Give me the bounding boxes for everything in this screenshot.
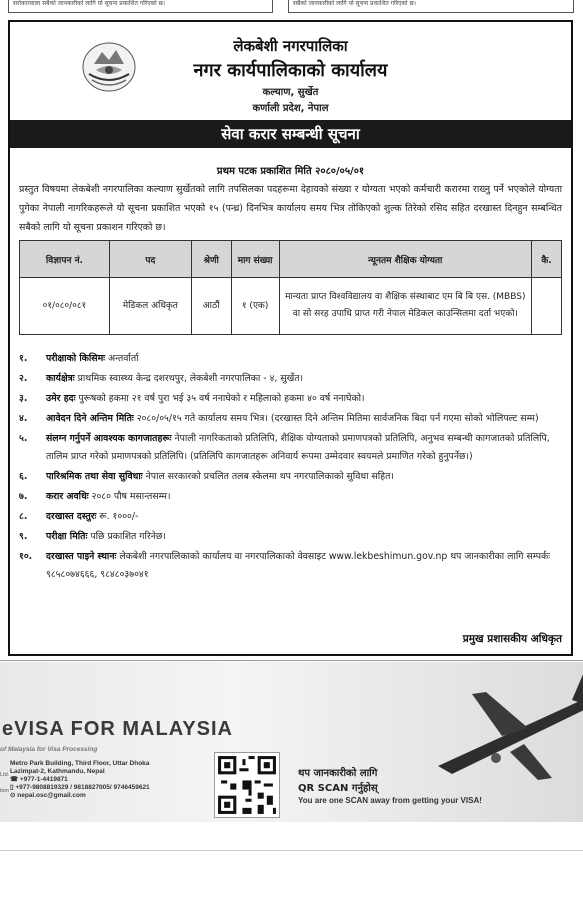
list-item: ५. संलग्न गर्नुपर्ने आवश्यक कागजातहरूः नेपाली नागरिकताको प्रतिलिपि, शैक्षिक योग्यताको प्रमाणपत्रको प्रतिलिपि, अनुभव सम्बन्धी कागजातको प्रतिलिपि, तालिम प्राप्त गरेको प्रमाणपत्रको प्रतिलिपि। (प्रतिलिपि कागजातहरू अनिवार्य रूपमा उम्मेदवार स्वयमले प्रमाणित गरेको हुनुपर्नेछ।) <box>19 433 550 462</box>
ad-title: eVISA FOR MALAYSIA <box>2 718 233 740</box>
ad-phone: ☎ +977-1-4419871 <box>10 776 68 783</box>
list-item: ४. आवेदन दिने अन्तिम मितिः २०८०/०५/१५ गते कार्यालय समय भित्र। (दरखास्त दिने अन्तिम मितिमा सार्वजनिक बिदा पर्न गएमा सोको भोलिपल्ट सम्म) <box>19 413 539 424</box>
list-item: ३. उमेर हदः पुरूषको हकमा २१ वर्ष पुरा भई ३५ वर्ष ननाघेको र महिलाको हकमा ४० वर्ष ननाघेको। <box>19 393 365 404</box>
ad-left-fragment: Ltd. <box>0 772 10 778</box>
cell-remarks <box>531 278 561 335</box>
ad-cta-line2: QR SCAN गर्नुहोस् <box>298 783 378 794</box>
notice-panel <box>8 20 573 656</box>
ad-mobile: ▯ +977-9808819329 / 9818827005/ 9746459621 <box>10 784 150 791</box>
publication-date: प्रथम पटक प्रकाशित मिति २०८०/०५/०१ <box>216 166 365 177</box>
page-bottom-rule <box>0 850 583 851</box>
cell-qualification: मान्यता प्राप्त विश्वविद्यालय वा शैक्षिक संस्थाबाट एम बि बि एस. (MBBS) वा सो सरह उपाधि प्राप्त गरी नेपाल मेडिकल काउन्सिलमा दर्ता भएको। <box>279 278 531 335</box>
ad-contact-block <box>10 760 150 800</box>
col-post: पद <box>109 241 191 278</box>
ad-address-line: Metro Park Building, Third Floor, Uttar Dhoka <box>10 760 150 767</box>
vacancy-table <box>19 240 562 335</box>
cell-level: आठौं <box>191 278 231 335</box>
previous-notice-strip <box>0 0 583 14</box>
qr-code-icon[interactable] <box>214 752 280 818</box>
list-item: ७. करार अवधिः २०८० पौष मसान्तसम्म। <box>19 491 171 502</box>
cell-ad-number: ०१/०८०/०८१ <box>20 278 110 335</box>
section-divider <box>0 660 583 661</box>
conditions-list <box>19 350 564 586</box>
ad-email: ⊙ nepal.osc@gmail.com <box>10 792 86 799</box>
ad-tagline: You are one SCAN away from getting your VISA! <box>298 796 482 805</box>
advertisement-banner[interactable] <box>0 662 583 822</box>
municipality-name: लेकबेशी नगरपालिका <box>233 37 348 55</box>
col-qualification: न्यूनतम शैक्षिक योग्यता <box>279 241 531 278</box>
list-item: २. कार्यक्षेत्रः प्राथमिक स्वास्थ्य केन्द्र दशरथपुर, लेकबेशी नगरपालिका - ४, सुर्खेत। <box>19 373 304 384</box>
ad-subtitle: of Malaysia for Visa Processing <box>0 746 98 753</box>
col-level: श्रेणी <box>191 241 231 278</box>
previous-notice-left: सरोकारवाला सबैको जानकारीको लागि यो सूचना प्रकाशित गरिएको छ। <box>8 0 273 13</box>
previous-notice-right: सबैको जानकारीको लागि यो सूचना प्रकाशित गरिएको छ। <box>288 0 574 13</box>
col-ad-number: विज्ञापन नं. <box>20 241 110 278</box>
list-item: १०. दरखास्त पाइने स्थानः लेकबेशी नगरपालिकाको कार्यालय वा नगरपालिकाको वेवसाइट www.lekbeshimun.gov.np थप जानकारीका लागि सम्पर्कः ९८५८०७४६६६, ९८४८०३७०४१ <box>19 551 550 580</box>
col-remarks: कै. <box>531 241 561 278</box>
ad-cta-line1: थप जानकारीको लागि <box>298 768 378 779</box>
list-item: ८. दरखास्त दस्तुरः रू. १०००/- <box>19 511 139 522</box>
list-item: ६. पारिश्रमिक तथा सेवा सुविधाः नेपाल सरकारको प्रचलित तलब स्केलमा थप नगरपालिकाको सुविधा सहित। <box>19 471 394 482</box>
table-row <box>20 278 562 335</box>
airplane-icon <box>432 670 583 782</box>
vacancy-table-header <box>20 241 562 278</box>
list-item: ९. परीक्षा मितिः पछि प्रकाशित गरिनेछ। <box>19 531 166 542</box>
cell-post: मेडिकल अधिकृत <box>109 278 191 335</box>
signatory-title: प्रमुख प्रशासकीय अधिकृत <box>462 633 562 645</box>
office-location: कल्याण, सुर्खेत <box>262 87 319 98</box>
ad-address-line: Lazimpat-2, Kathmandu, Nepal <box>10 768 105 775</box>
list-item: १. परीक्षाको किसिमः अन्तर्वार्ता <box>19 353 139 364</box>
cell-demand: १ (एक) <box>231 278 279 335</box>
ad-left-fragment: tion <box>0 788 9 794</box>
office-province: कर्णाली प्रदेश, नेपाल <box>252 103 329 114</box>
intro-paragraph: प्रस्तुत विषयमा लेकबेशी नगरपालिका कल्याण सुर्खेतको लागि तपसिलका पदहरूमा देहायको संख्या र योग्यता भएको कर्मचारी करारमा राख्नु पर्ने भएकोले योग्यता पुगेका नेपाली नागरिकहरूले यो सूचना प्रकाशित भएको १५ (पन्ध्र) दिनभित्र कार्यालय समय भित्र तोकिएको शुल्क तिरेको रसिद सहित दरखास्त दिनहुन सम्बन्धित सबैको लागि यो सूचना प्रकाशन गरिएको छ। <box>19 184 562 233</box>
col-demand: माग संख्या <box>231 241 279 278</box>
office-name: नगर कार्यपालिकाको कार्यालय <box>193 60 388 81</box>
notice-title-banner: सेवा करार सम्बन्धी सूचना <box>10 120 571 148</box>
